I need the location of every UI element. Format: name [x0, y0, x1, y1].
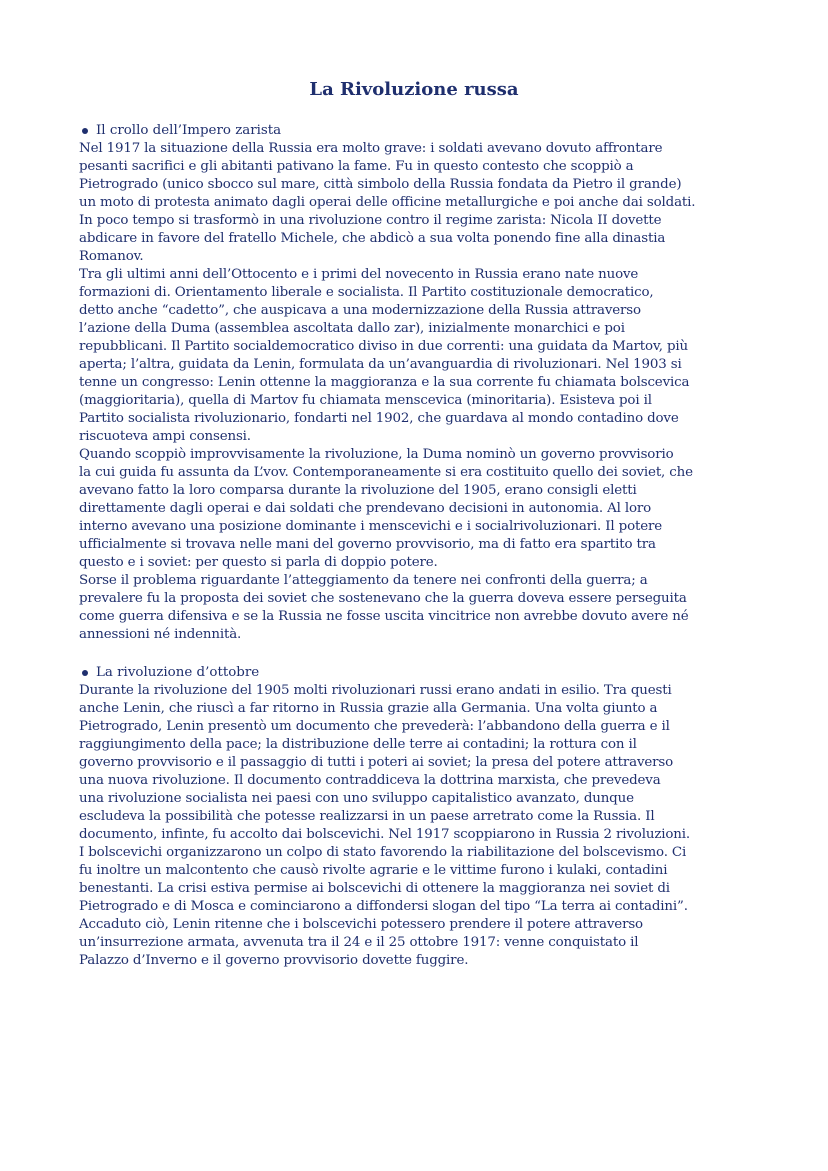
section-heading: [79, 664, 759, 682]
paragraph-line: ufficialmente si trovava nelle mani del governo provvisorio, ma di fatto era spartito tra: [79, 537, 656, 552]
paragraph-line: annessioni né indennità.: [79, 627, 242, 642]
paragraph-line: la cui guida fu assunta da L’vov. Contemporaneamente si era costituito quello dei soviet, che: [79, 465, 693, 480]
paragraph-line: prevalere fu la proposta dei soviet che sostenevano che la guerra doveva essere perseguita: [79, 591, 687, 606]
paragraph-line: Quando scoppiò improvvisamente la rivoluzione, la Duma nominò un governo provvisorio: [79, 447, 674, 462]
section-heading: [79, 122, 759, 140]
paragraph-line: escludeva la possibilità che potesse realizzarsi in un paese arretrato come la Russia. Il: [79, 809, 655, 824]
paragraph-line: Tra gli ultimi anni dell’Ottocento e i primi del novecento in Russia erano nate nuove: [79, 267, 639, 282]
paragraph-line: In poco tempo si trasformò in una rivoluzione contro il regime zarista: Nicola II dovette: [79, 213, 662, 228]
paragraph-line: abdicare in favore del fratello Michele, che abdicò a sua volta ponendo fine alla dinastia: [79, 231, 666, 246]
paragraph-line: Accaduto ciò, Lenin ritenne che i bolscevichi potessero prendere il potere attraverso: [79, 917, 643, 932]
paragraph-line: una rivoluzione socialista nei paesi con uno sviluppo capitalistico avanzato, dunque: [79, 791, 634, 806]
paragraph-line: formazioni di. Orientamento liberale e socialista. Il Partito costituzionale democratico,: [79, 285, 654, 300]
paragraph-line: una nuova rivoluzione. Il documento contraddiceva la dottrina marxista, che prevedeva: [79, 773, 661, 788]
paragraph-line: Pietrogrado (unico sbocco sul mare, città simbolo della Russia fondata da Pietro il grande): [79, 177, 682, 192]
paragraph-line: raggiungimento della pace; la distribuzione delle terre ai contadini; la rottura con il: [79, 737, 637, 752]
paragraph-line: Palazzo d’Inverno e il governo provvisorio dovette fuggire.: [79, 953, 469, 968]
page-title: La Rivoluzione russa: [309, 79, 519, 100]
section-body: [79, 682, 759, 970]
paragraph-line: documento, infinte, fu accolto dai bolscevichi. Nel 1917 scoppiarono in Russia 2 rivoluzioni.: [79, 827, 690, 842]
paragraph-line: anche Lenin, che riuscì a far ritorno in Russia grazie alla Germania. Una volta giunto a: [79, 701, 658, 716]
paragraph-line: Pietrogrado, Lenin presentò um documento che prevederà: l’abbandono della guerra e il: [79, 719, 670, 734]
paragraph-line: un’insurrezione armata, avvenuta tra il 24 e il 25 ottobre 1917: venne conquistato il: [79, 935, 639, 950]
paragraph-line: riscuoteva ampi consensi.: [79, 429, 251, 444]
paragraph-line: direttamente dagli operai e dai soldati che prendevano decisioni in autonomia. Al loro: [79, 501, 652, 516]
bullet-icon: [82, 670, 88, 676]
section-body: [79, 140, 759, 644]
paragraph-line: l’azione della Duma (assemblea ascoltata dallo zar), inizialmente monarchici e poi: [79, 321, 625, 336]
section-rivoluzione-ottobre: [79, 664, 759, 970]
paragraph-line: detto anche “cadetto”, che auspicava a una modernizzazione della Russia attraverso: [79, 303, 641, 318]
paragraph-line: governo provvisorio e il passaggio di tutti i poteri ai soviet; la presa del potere attraverso: [79, 755, 674, 770]
paragraph-line: un moto di protesta animato dagli operai delle officine metallurgiche e poi anche dai soldati.: [79, 195, 696, 210]
paragraph-line: avevano fatto la loro comparsa durante la rivoluzione del 1905, erano consigli eletti: [79, 483, 637, 498]
section-heading-text: La rivoluzione d’ottobre: [96, 665, 260, 680]
paragraph-line: questo e i soviet: per questo si parla di doppio potere.: [79, 555, 438, 570]
paragraph-line: Durante la rivoluzione del 1905 molti rivoluzionari russi erano andati in esilio. Tra questi: [79, 683, 672, 698]
paragraph-line: pesanti sacrifici e gli abitanti pativano la fame. Fu in questo contesto che scoppiò a: [79, 159, 634, 174]
paragraph-line: I bolscevichi organizzarono un colpo di stato favorendo la riabilitazione del bolscevismo. Ci: [79, 845, 687, 860]
paragraph-line: Pietrogrado e di Mosca e cominciarono a diffondersi slogan del tipo “La terra ai contadini”.: [79, 899, 688, 914]
section-heading-text: Il crollo dell’Impero zarista: [96, 123, 282, 138]
paragraph-line: Nel 1917 la situazione della Russia era molto grave: i soldati avevano dovuto affrontare: [79, 141, 663, 156]
paragraph-line: come guerra difensiva e se la Russia ne fosse uscita vincitrice non avrebbe dovuto avere né: [79, 609, 689, 624]
paragraph-line: Sorse il problema riguardante l’atteggiamento da tenere nei confronti della guerra; a: [79, 573, 648, 588]
paragraph-line: repubblicani. Il Partito socialdemocratico diviso in due correnti: una guidata da Martov, più: [79, 339, 689, 354]
paragraph-line: fu inoltre un malcontento che causò rivolte agrarie e le vittime furono i kulaki, contadini: [79, 863, 668, 878]
section-impero-zarista: [79, 122, 759, 644]
paragraph-line: interno avevano una posizione dominante i menscevichi e i socialrivoluzionari. Il potere: [79, 519, 663, 534]
paragraph-line: tenne un congresso: Lenin ottenne la maggioranza e la sua corrente fu chiamata bolscevica: [79, 375, 690, 390]
bullet-icon: [82, 128, 88, 134]
paragraph-line: Partito socialista rivoluzionario, fondarti nel 1902, che guardava al mondo contadino dove: [79, 411, 679, 426]
paragraph-line: aperta; l’altra, guidata da Lenin, formulata da un’avanguardia di rivoluzionari. Nel 1903 si: [79, 357, 682, 372]
paragraph-line: (maggioritaria), quella di Martov fu chiamata menscevica (minoritaria). Esisteva poi il: [79, 393, 652, 408]
paragraph-line: benestanti. La crisi estiva permise ai bolscevichi di ottenere la maggioranza nei soviet di: [79, 881, 670, 896]
paragraph-line: Romanov.: [79, 249, 144, 264]
